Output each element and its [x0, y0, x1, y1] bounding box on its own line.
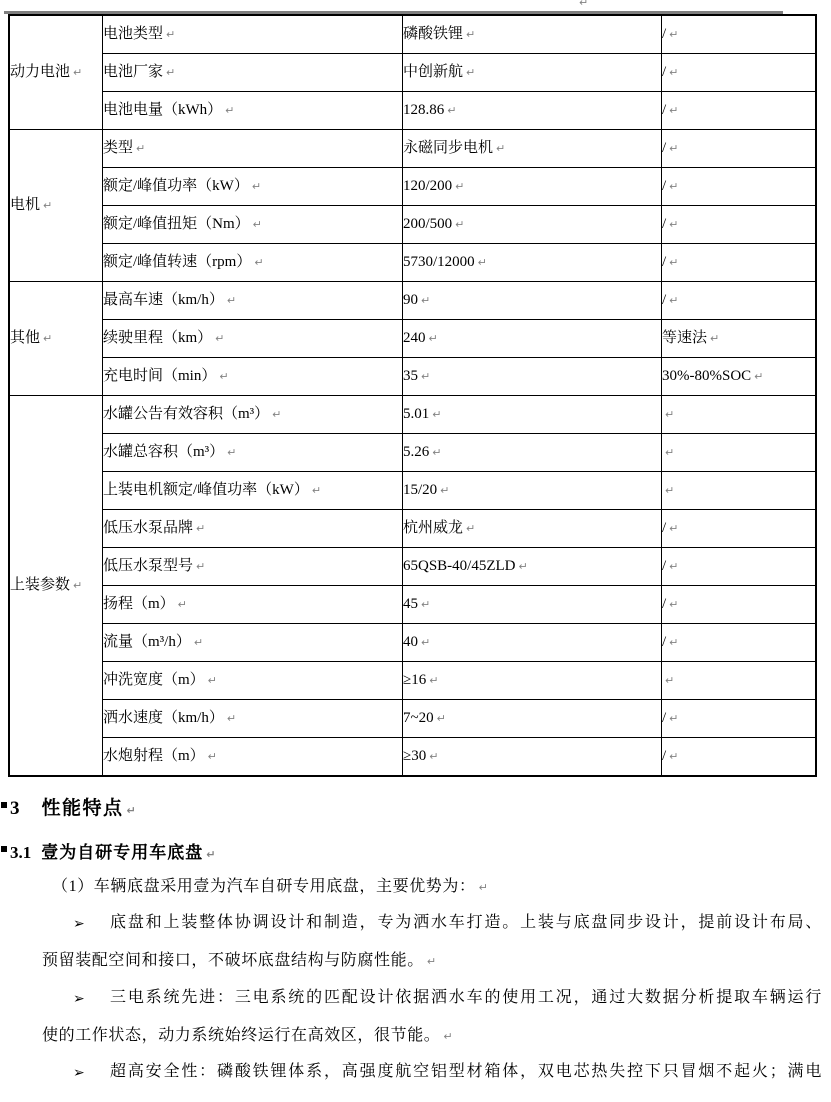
table-row [9, 738, 816, 777]
spec-remark-cell [662, 434, 817, 472]
bullet-arrow-icon: ➢ [73, 991, 85, 1007]
pilcrow-icon: ↵ [43, 199, 53, 212]
pilcrow-icon: ↵ [478, 881, 489, 894]
spec-value: 65QSB-40/45ZLD [403, 558, 516, 574]
spec-name: 续驶里程（km） [103, 330, 213, 346]
spec-name-cell [103, 130, 403, 168]
spec-value: 5.26 [403, 444, 430, 460]
pilcrow-icon: ↵ [477, 256, 487, 269]
bullet-text: 超高安全性：磷酸铁锂体系，高强度航空铝型材箱体，双电芯热失控下只冒烟不起火；满电 [110, 1063, 822, 1080]
bullet-arrow-icon: ➢ [73, 1065, 85, 1081]
spec-value: 120/200 [403, 178, 453, 194]
heading-section-3 [10, 793, 136, 820]
spec-name: 类型 [103, 140, 134, 156]
table-row [9, 92, 816, 130]
spec-value: 128.86 [403, 102, 445, 118]
pilcrow-icon: ↵ [421, 636, 431, 649]
spec-name: 额定/峰值功率（kW） [103, 178, 249, 194]
group-label: 上装参数 [10, 577, 71, 593]
spec-name-cell [103, 282, 403, 320]
pilcrow-icon: ↵ [136, 142, 146, 155]
spec-value-cell [403, 396, 662, 434]
spec-remark-cell [662, 168, 817, 206]
pilcrow-icon: ↵ [443, 1030, 454, 1043]
spec-remark-cell [662, 662, 817, 700]
pilcrow-icon: ↵ [455, 180, 465, 193]
spec-remark-cell [662, 282, 817, 320]
spec-group-cell [9, 282, 103, 396]
spec-group-cell [9, 130, 103, 282]
table-row [9, 244, 816, 282]
spec-remark-cell [662, 358, 817, 396]
spec-value-cell [403, 130, 662, 168]
spec-remark: / [662, 520, 667, 536]
spec-remark-cell [662, 244, 817, 282]
spec-value-cell [403, 662, 662, 700]
spec-value: 永磁同步电机 [403, 140, 494, 156]
pilcrow-icon: ↵ [665, 674, 675, 687]
table-row [9, 624, 816, 662]
spec-name-cell [103, 586, 403, 624]
pilcrow-icon: ↵ [518, 560, 528, 573]
pilcrow-icon: ↵ [207, 750, 217, 763]
spec-value: 5.01 [403, 406, 430, 422]
spec-name-cell [103, 434, 403, 472]
spec-name: 低压水泵型号 [103, 558, 194, 574]
pilcrow-icon: ↵ [669, 712, 679, 725]
spec-remark-cell [662, 15, 817, 54]
spec-value: 90 [403, 292, 418, 308]
pilcrow-icon: ↵ [166, 66, 176, 79]
spec-value-cell [403, 320, 662, 358]
bullet-arrow-icon: ➢ [73, 916, 85, 932]
spec-remark: / [662, 254, 667, 270]
spec-name-cell [103, 662, 403, 700]
spec-value-cell [403, 738, 662, 777]
pilcrow-icon: ↵ [710, 332, 720, 345]
table-row [9, 586, 816, 624]
pilcrow-icon: ↵ [447, 104, 457, 117]
spec-name-cell [103, 244, 403, 282]
spec-value-cell [403, 92, 662, 130]
spec-name: 低压水泵品牌 [103, 520, 194, 536]
spec-value-cell [403, 624, 662, 662]
pilcrow-icon: ↵ [177, 598, 187, 611]
spec-remark-cell [662, 738, 817, 777]
spec-remark: / [662, 26, 667, 42]
pilcrow-icon: ↵ [426, 955, 437, 968]
spec-value: ≥30 [403, 748, 427, 764]
pilcrow-icon: ↵ [665, 484, 675, 497]
pilcrow-icon: ↵ [669, 180, 679, 193]
table-row [9, 510, 816, 548]
pilcrow-icon: ↵ [432, 408, 442, 421]
spec-name-cell [103, 168, 403, 206]
pilcrow-icon: ↵ [193, 636, 204, 649]
pilcrow-icon: ↵ [421, 370, 431, 383]
spec-name: 电池电量（kWh） [103, 102, 223, 118]
table-row [9, 130, 816, 168]
spec-remark: / [662, 102, 667, 118]
spec-value: 45 [403, 596, 418, 612]
pilcrow-icon: ↵ [73, 66, 83, 79]
spec-value-cell [403, 358, 662, 396]
group-label: 动力电池 [10, 64, 71, 80]
pilcrow-icon: ↵ [436, 712, 446, 725]
spec-name-cell [103, 54, 403, 92]
pilcrow-icon: ↵ [166, 28, 176, 41]
group-label: 电机 [10, 197, 41, 213]
heading-section-3-1 [10, 838, 215, 863]
pilcrow-icon: ↵ [219, 370, 229, 383]
spec-value-cell [403, 472, 662, 510]
paragraph-intro [52, 877, 488, 898]
spec-remark: / [662, 292, 667, 308]
spec-table [8, 14, 817, 777]
table-row [9, 358, 816, 396]
spec-name: 冲洗宽度（m） [103, 672, 205, 688]
pilcrow-icon: ↵ [432, 446, 442, 459]
pilcrow-icon: ↵ [227, 446, 237, 459]
table-row [9, 700, 816, 738]
paragraph-text: （1）车辆底盘采用壹为汽车自研专用底盘，主要优势为： [52, 878, 476, 895]
pilcrow-icon: ↵ [665, 446, 675, 459]
pilcrow-icon: ↵ [440, 484, 450, 497]
spec-name: 电池厂家 [103, 64, 164, 80]
spec-name: 电池类型 [103, 26, 164, 42]
pilcrow-icon: ↵ [669, 598, 679, 611]
spec-value: 5730/12000 [403, 254, 475, 270]
bullet-text: 底盘和上装整体协调设计和制造，专为洒水车打造。上装与底盘同步设计，提前设计布局、 [110, 914, 822, 931]
bullet-text-continuation [42, 1026, 453, 1047]
table-row [9, 396, 816, 434]
spec-remark-cell [662, 92, 817, 130]
spec-name-cell [103, 548, 403, 586]
pilcrow-icon: ↵ [206, 848, 216, 861]
spec-name: 水罐总容积（m³） [103, 444, 225, 460]
spec-name: 最高车速（km/h） [103, 292, 224, 308]
outline-marker-icon [1, 846, 7, 852]
pilcrow-icon: ↵ [665, 408, 675, 421]
spec-name-cell [103, 206, 403, 244]
table-row [9, 472, 816, 510]
pilcrow-icon: ↵ [272, 408, 282, 421]
pilcrow-icon: ↵ [496, 142, 506, 155]
spec-remark: / [662, 216, 667, 232]
spec-value-cell [403, 434, 662, 472]
pilcrow-icon: ↵ [429, 750, 439, 763]
pilcrow-icon: ↵ [669, 28, 679, 41]
spec-remark-cell [662, 624, 817, 662]
pilcrow-icon: ↵ [669, 218, 679, 231]
spec-remark: / [662, 178, 667, 194]
spec-value-cell [403, 54, 662, 92]
spec-name: 水炮射程（m） [103, 748, 205, 764]
table-row [9, 662, 816, 700]
spec-remark: / [662, 64, 667, 80]
spec-name-cell [103, 700, 403, 738]
spec-remark-cell [662, 548, 817, 586]
spec-remark: / [662, 140, 667, 156]
pilcrow-icon: ↵ [252, 218, 262, 231]
clipped-paragraph-mark [576, 0, 592, 8]
pilcrow-icon: ↵ [669, 522, 679, 535]
spec-name-cell [103, 510, 403, 548]
spec-remark-cell [662, 206, 817, 244]
outline-marker-icon [1, 802, 7, 808]
spec-value-cell [403, 206, 662, 244]
table-row [9, 54, 816, 92]
pilcrow-icon: ↵ [215, 332, 225, 345]
spec-remark-cell [662, 700, 817, 738]
spec-name-cell [103, 92, 403, 130]
pilcrow-icon: ↵ [428, 332, 438, 345]
pilcrow-icon: ↵ [43, 332, 53, 345]
pilcrow-icon: ↵ [207, 674, 217, 687]
spec-remark: 等速法 [662, 330, 708, 346]
pilcrow-icon: ↵ [429, 674, 439, 687]
spec-value: 15/20 [403, 482, 438, 498]
spec-group-cell [9, 396, 103, 777]
spec-remark-cell [662, 396, 817, 434]
pilcrow-icon: ↵ [669, 104, 679, 117]
pilcrow-icon: ↵ [669, 142, 679, 155]
spec-value-cell [403, 168, 662, 206]
pilcrow-icon: ↵ [226, 712, 237, 725]
bullet-text: 三电系统先进：三电系统的匹配设计依据洒水车的使用工况，通过大数据分析提取车辆运行 [110, 989, 822, 1006]
spec-value: 200/500 [403, 216, 453, 232]
pilcrow-icon: ↵ [466, 522, 476, 535]
spec-value-cell [403, 700, 662, 738]
spec-remark-cell [662, 320, 817, 358]
table-row [9, 206, 816, 244]
pilcrow-icon: ↵ [251, 180, 262, 193]
pilcrow-icon: ↵ [669, 636, 679, 649]
pilcrow-icon: ↵ [126, 804, 136, 817]
spec-name-cell [103, 472, 403, 510]
spec-name: 水罐公告有效容积（m³） [103, 406, 270, 422]
pilcrow-icon: ↵ [754, 370, 764, 383]
spec-value: 240 [403, 330, 426, 346]
spec-value-cell [403, 586, 662, 624]
spec-remark: / [662, 558, 667, 574]
spec-remark: / [662, 634, 667, 650]
group-label: 其他 [10, 330, 41, 346]
pilcrow-icon: ↵ [669, 256, 679, 269]
spec-name: 洒水速度（km/h） [103, 710, 224, 726]
spec-value: 中创新航 [403, 64, 464, 80]
spec-value: 磷酸铁锂 [403, 26, 464, 42]
spec-group-cell [9, 15, 103, 130]
spec-name-cell [103, 320, 403, 358]
spec-remark: / [662, 710, 667, 726]
pilcrow-icon: ↵ [669, 750, 679, 763]
spec-name: 额定/峰值转速（rpm） [103, 254, 252, 270]
spec-name-cell [103, 624, 403, 662]
spec-remark: / [662, 596, 667, 612]
table-row [9, 282, 816, 320]
spec-value: 杭州威龙 [403, 520, 464, 536]
spec-name: 扬程（m） [103, 596, 175, 612]
pilcrow-icon: ↵ [254, 256, 264, 269]
spec-name-cell [103, 738, 403, 777]
table-row [9, 168, 816, 206]
pilcrow-icon: ↵ [466, 28, 476, 41]
heading-title: 性能特点 [41, 798, 124, 819]
pilcrow-icon: ↵ [196, 560, 206, 573]
spec-remark: 30%-80%SOC [662, 368, 752, 384]
spec-value-cell [403, 282, 662, 320]
spec-remark-cell [662, 54, 817, 92]
pilcrow-icon: ↵ [669, 294, 679, 307]
pilcrow-icon: ↵ [226, 294, 237, 307]
spec-name: 上装电机额定/峰值功率（kW） [103, 482, 309, 498]
bullet-text-continuation [42, 951, 437, 972]
paragraph-text: 使的工作状态，动力系统始终运行在高效区，很节能。 [42, 1027, 441, 1044]
pilcrow-icon: ↵ [421, 598, 431, 611]
spec-name-cell [103, 396, 403, 434]
paragraph-text: 预留装配空间和接口，不破坏底盘结构与防腐性能。 [42, 952, 424, 969]
spec-value-cell [403, 510, 662, 548]
pilcrow-icon: ↵ [466, 66, 476, 79]
spec-value: 40 [403, 634, 418, 650]
spec-remark-cell [662, 472, 817, 510]
table-row [9, 320, 816, 358]
pilcrow-icon: ↵ [669, 560, 679, 573]
spec-remark-cell [662, 586, 817, 624]
pilcrow-icon: ↵ [311, 484, 322, 497]
table-row [9, 15, 816, 54]
spec-name: 额定/峰值扭矩（Nm） [103, 216, 250, 232]
spec-remark-cell [662, 510, 817, 548]
spec-value: ≥16 [403, 672, 427, 688]
spec-value-cell [403, 15, 662, 54]
spec-value: 7~20 [403, 710, 434, 726]
pilcrow-icon: ↵ [225, 104, 235, 117]
pilcrow-icon: ↵ [455, 218, 465, 231]
pilcrow-icon: ↵ [421, 294, 431, 307]
pilcrow-icon: ↵ [579, 0, 589, 8]
heading-title: 壹为自研专用车底盘 [41, 843, 204, 862]
table-row [9, 434, 816, 472]
pilcrow-icon: ↵ [73, 579, 83, 592]
pilcrow-icon: ↵ [196, 522, 206, 535]
spec-remark-cell [662, 130, 817, 168]
spec-name-cell [103, 15, 403, 54]
heading-number: 3 [10, 798, 20, 819]
pilcrow-icon: ↵ [669, 66, 679, 79]
table-row [9, 548, 816, 586]
spec-name-cell [103, 358, 403, 396]
spec-value-cell [403, 244, 662, 282]
spec-name: 充电时间（min） [103, 368, 217, 384]
heading-number: 3.1 [10, 843, 32, 862]
spec-remark: / [662, 748, 667, 764]
spec-value: 35 [403, 368, 418, 384]
spec-name: 流量（m³/h） [103, 634, 191, 650]
spec-value-cell [403, 548, 662, 586]
